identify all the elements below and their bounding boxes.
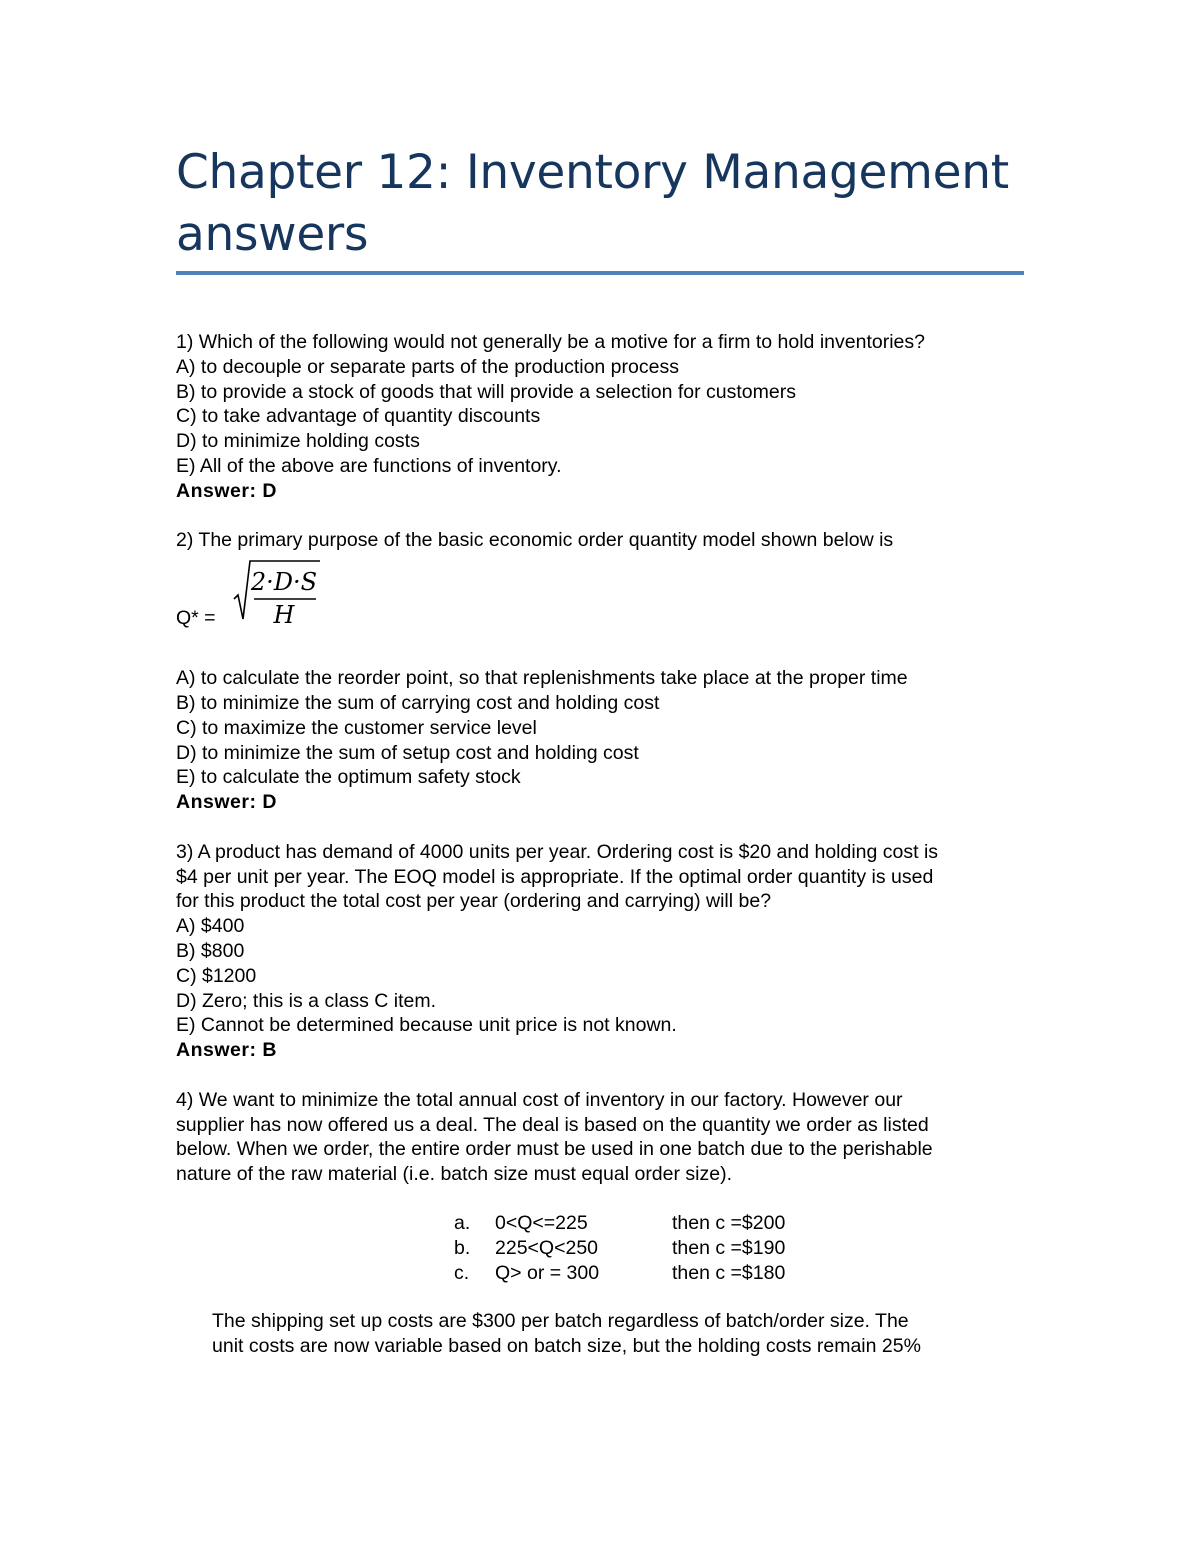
question-stem-line: 4) We want to minimize the total annual cost of inventory in our factory. However our [176,1088,903,1111]
question-3 [176,840,1036,1063]
option-b: B) to provide a stock of goods that will provide a selection for customers [176,380,796,403]
quantity-range: 225<Q<250 [495,1236,599,1259]
option-c: C) to maximize the customer service level [176,716,537,739]
list-item [454,1261,1036,1286]
question-stem-line: $4 per unit per year. The EOQ model is appropriate. If the optimal order quantity is used [176,865,934,888]
list-marker: a. [454,1211,471,1234]
question-stem: 1) Which of the following would not generally be a motive for a firm to hold inventories? [176,331,925,353]
formula-denominator: H [273,601,295,630]
question-stem-line: for this product the total cost per year (ordering and carrying) will be? [176,890,772,913]
question-2 [176,528,1036,815]
question-stem-line: below. When we order, the entire order must be used in one batch due to the perishable [176,1138,933,1161]
list-item [454,1236,1036,1261]
title-line-1: Chapter 12: Inventory Management [176,145,1009,200]
question-stem-line: supplier has now offered us a deal. The deal is based on the quantity we order as listed [176,1113,929,1136]
paragraph-line: unit costs are now variable based on batch size, but the holding costs remain 25% [212,1335,921,1358]
answer: Answer: B [176,1039,277,1062]
list-marker: c. [454,1261,470,1284]
unit-cost: then c =$190 [672,1236,786,1259]
square-root-fraction [232,559,332,629]
option-d: D) to minimize the sum of setup cost and holding cost [176,741,639,764]
option-a: A) to decouple or separate parts of the production process [176,355,679,378]
title-line-2: answers [176,207,369,262]
paragraph-line: The shipping set up costs are $300 per batch regardless of batch/order size. The [212,1310,909,1333]
closing-paragraph [212,1309,1036,1359]
question-1 [176,330,1036,504]
title-underline [176,271,1024,275]
list-marker: b. [454,1236,471,1259]
unit-cost: then c =$200 [672,1211,786,1234]
document-body [176,330,1036,1359]
option-e: E) Cannot be determined because unit price is not known. [176,1014,677,1037]
question-stem: 2) The primary purpose of the basic economic order quantity model shown below is [176,529,894,552]
answer: Answer: D [176,791,277,814]
option-a: A) $400 [176,915,245,938]
unit-cost: then c =$180 [672,1261,786,1284]
document-title [176,142,1036,266]
formula-numerator: 2·D·S [250,568,318,597]
question-stem-line: 3) A product has demand of 4000 units per year. Ordering cost is $20 and holding cost is [176,840,939,863]
option-d: D) Zero; this is a class C item. [176,989,437,1012]
option-e: E) All of the above are functions of inventory. [176,454,562,477]
option-c: C) to take advantage of quantity discounts [176,405,541,428]
formula-label: Q* = [176,607,216,630]
question-stem-line: nature of the raw material (i.e. batch size must equal order size). [176,1163,732,1186]
question-4 [176,1088,1036,1359]
quantity-discount-list [454,1211,1036,1285]
option-b: B) to minimize the sum of carrying cost and holding cost [176,691,660,714]
option-d: D) to minimize holding costs [176,430,420,453]
option-b: B) $800 [176,939,245,962]
answer: Answer: D [176,479,277,502]
eoq-formula [176,553,1036,666]
list-item [454,1211,1036,1236]
quantity-range: Q> or = 300 [495,1261,600,1284]
quantity-range: 0<Q<=225 [495,1211,588,1234]
option-e: E) to calculate the optimum safety stock [176,766,521,789]
option-a: A) to calculate the reorder point, so that replenishments take place at the proper time [176,667,908,690]
option-c: C) $1200 [176,964,257,987]
